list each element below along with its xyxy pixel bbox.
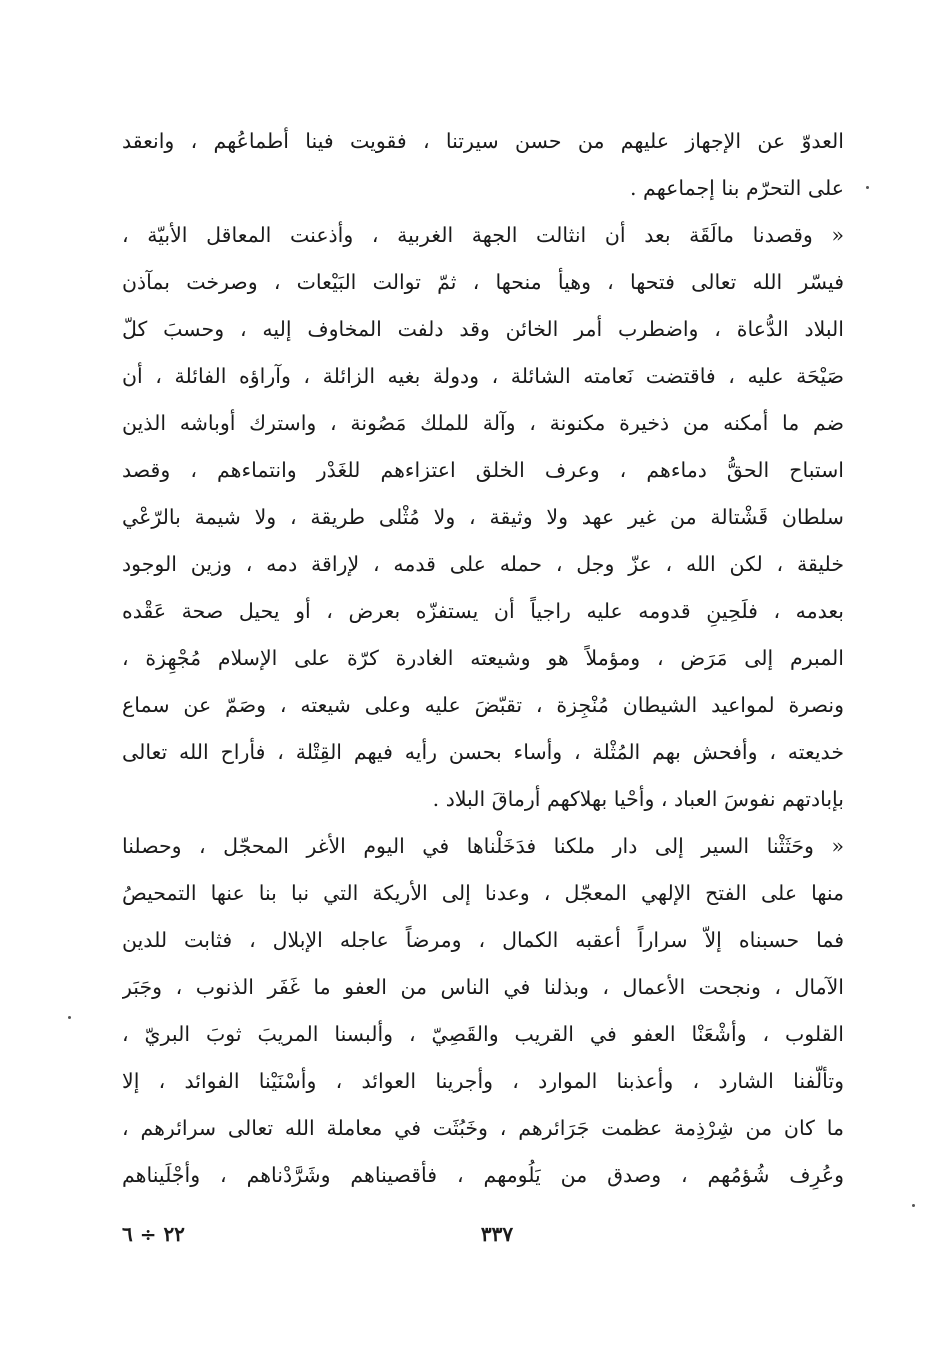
text-line: ضم ما أمكنه من ذخيرة مكنونة ، وآلة للملك مَصُونة ، واسترك أوباشه الذين xyxy=(122,411,844,435)
text-line: على التحرّم بنا إجماعهم . xyxy=(630,176,844,200)
text-line: العدوّ عن الإجهاز عليهم من حسن سيرتنا ، فقويت فينا أطماعُهم ، وانعقد xyxy=(122,129,844,153)
text-line: الآمال ، ونجحت الأعمال ، وبذلنا في الناس من العفو ما غَفَر الذنوب ، وجَبَر xyxy=(122,975,844,999)
scan-speck xyxy=(866,186,869,189)
text-line: سلطان قَشْتالة من غير عهد ولا وثيقة ، ولا مُثْلى طريقة ، ولا شيمة بالرّعْي xyxy=(122,505,844,529)
text-line: استباح الحقُّ دماءهم ، وعرف الخلق اعتزاءهم للغَدْر وانتماءهم ، وقصد xyxy=(122,458,844,482)
text-line: صَيْحَة عليه ، فاقتضت نَعامته الشائلة ، ودولة بغيه الزائلة ، وآراؤه الفائلة ، أن xyxy=(122,364,844,388)
text-line: بإبادتهم نفوسَ العباد ، وأحْيا بهلاكهم أرماقَ البلاد . xyxy=(432,787,844,811)
text-line: وعُرِف شُؤمُهم ، وصدق من يَلُومهم ، فأقصيناهم وشَرَّدْناهم ، وأجْلَيناهم xyxy=(122,1163,844,1187)
text-line: بعدمه ، فلَحِينِ قدومه عليه راجياً أن يستفزّه بعرض ، أو يحيل صحة عَقْده xyxy=(122,599,844,623)
text-line: فيسّر الله تعالى فتحها ، وهيأ منحها ، ثمّ توالت البَيْعات ، وصرخت بمآذن xyxy=(122,270,844,294)
text-line: القلوب ، وأشْعَنْا العفو في القريب والقَصِيّ ، وألبسنا المريبَ ثوبَ البريّ ، xyxy=(122,1022,844,1046)
text-line: « وقصدنا مالَقَة بعد أن انثالت الجهة الغربية ، وأذعنت المعاقل الأبيّة ، xyxy=(122,223,844,247)
text-line: منها على الفتح الإلهي المعجّل ، وعدنا إلى الأريكة التي نبا بنا عنها التمحيصُ xyxy=(122,881,844,905)
text-line: المبرم إلى مَرَض ، ومؤملاً هو وشيعته الغادرة كرّة على الإسلام مُجْهِزة ، xyxy=(122,646,844,670)
signature-mark: ٢٢ ÷ ٦ xyxy=(122,1222,185,1246)
text-line: « وحَثَثْنا السير إلى دار ملكنا فدَخَلْناها في اليوم الأغر المحجّل ، وحصلنا xyxy=(122,834,844,858)
paragraph-3 xyxy=(122,823,844,1199)
scan-speck xyxy=(68,1016,71,1019)
scan-speck xyxy=(912,1204,915,1207)
text-line: خليقة ، لكن الله ، عزّ وجل ، حمله على قدمه ، لإراقة دمه ، وزين الوجود xyxy=(122,552,844,576)
page-footer xyxy=(122,1222,844,1262)
paragraph-2 xyxy=(122,212,844,823)
text-line: وتألّفنا الشارد ، وأعذبنا الموارد ، وأجرينا العوائد ، وأسْنَيْنا الفوائد ، إلا xyxy=(122,1069,844,1093)
text-line: فما حسبناه إلاّ سراراً أعقبه الكمال ، ومرضاً عاجله الإبلال ، فثابت للدين xyxy=(122,928,844,952)
text-line: خديعته ، وأفحش بهم المُثْلة ، وأساء بحسن رأيه فيهم القِتْلة ، فأراح الله تعالى xyxy=(122,740,844,764)
page-body xyxy=(122,118,844,1199)
paragraph-1 xyxy=(122,118,844,212)
text-line: البلاد الدُّعاة ، واضطرب أمر الخائن وقد دلفت المخاوف إليه ، وحسبَ كلّ xyxy=(122,317,844,341)
text-line: ما كان من شِرْذِمة عظمت جَرَائرهم ، وخَبُثَت في معاملة الله تعالى سرائرهم ، xyxy=(122,1116,844,1140)
text-line: ونصرة لمواعيد الشيطان مُنْجِزة ، تقبّضَ عليه وعلى شيعته ، وصَمّ عن سماع xyxy=(122,693,844,717)
page-number: ٣٣٧ xyxy=(480,1222,514,1246)
